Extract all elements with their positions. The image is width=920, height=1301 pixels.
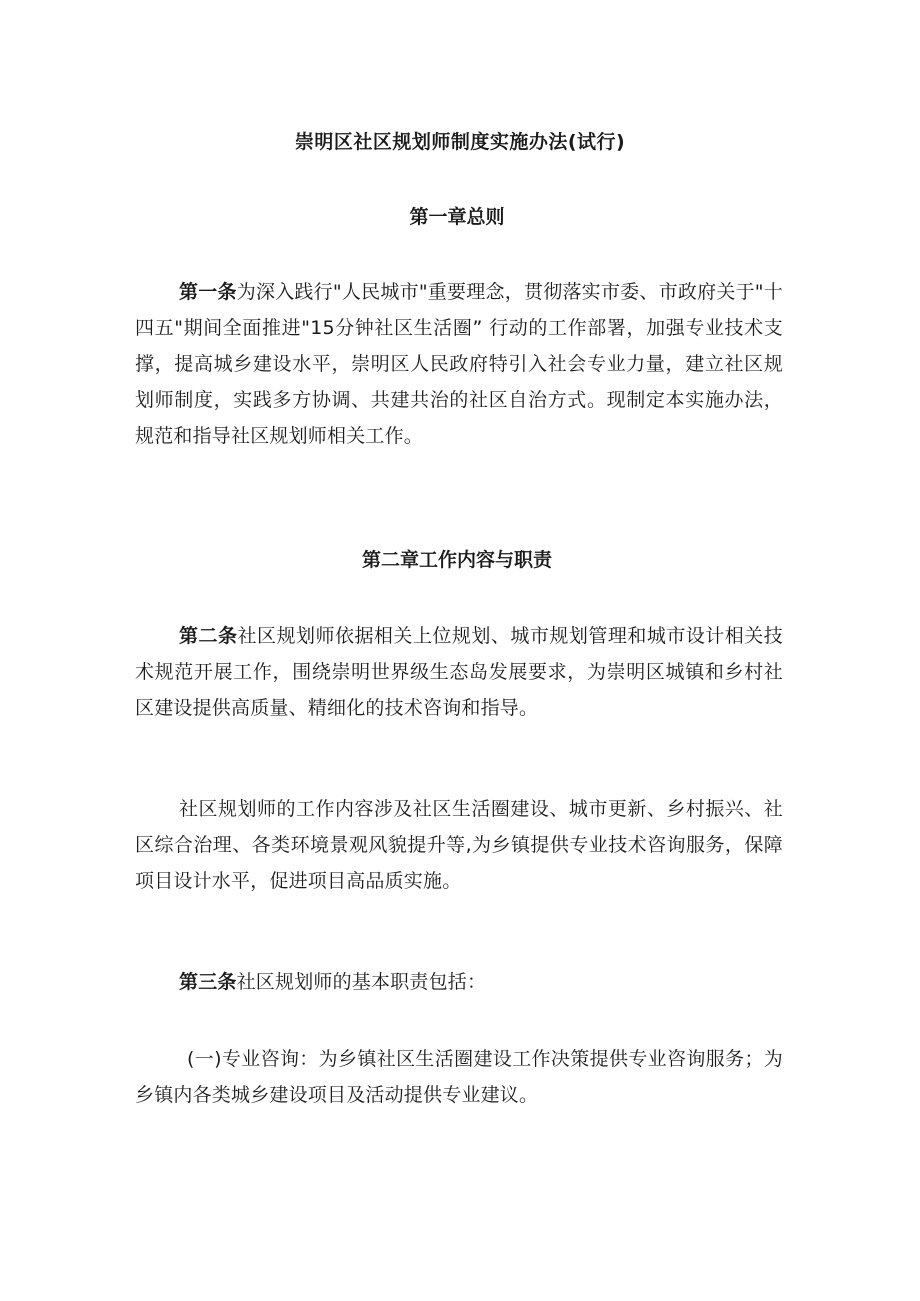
article-2-text: 社区规划师依据相关上位规划、城市规划管理和城市设计相关技术规范开展工作，围绕崇明世界级生态岛发展要求，为崇明区城镇和乡村社区建设提供高质量、精细化的技术咨询和指导。 xyxy=(135,625,783,719)
article-3-label: 第三条 xyxy=(179,971,237,993)
article-1-paragraph xyxy=(135,274,783,454)
article-2-label: 第二条 xyxy=(179,625,238,647)
item-1-paragraph: (一)专业咨询：为乡镇社区生活圈建设工作决策提供专业咨询服务；为乡镇内各类城乡建设项目及活动提供专业建议。 xyxy=(135,1048,783,1106)
article-1-text: 为深入践行"人民城市"重要理念，贯彻落实市委、市政府关于"十四五"期间全面推进"15分钟社区生活圈” 行动的工作部署，加强专业技术支撑，提高城乡建设水平，崇明区人民政府特引入社会专业力量，建立社区规划师制度，实践多方协调、共建共治的社区自治方式。现制定本实施办法，规范和指导社区规划师相关工作。 xyxy=(135,281,783,447)
article-1-label: 第一条 xyxy=(179,281,237,303)
article-2-paragraph-2: 社区规划师的工作内容涉及社区生活圈建设、城市更新、乡村振兴、社区综合治理、各类环境景观风貌提升等,为乡镇提供专业技术咨询服务，保障项目设计水平，促进项目高品质实施。 xyxy=(135,798,783,892)
article-3-text: 社区规划师的基本职责包括： xyxy=(236,971,487,993)
chapter-1-heading: 第一章总则 xyxy=(409,206,505,228)
article-3-paragraph xyxy=(135,964,783,1000)
article-2-paragraph xyxy=(135,618,783,726)
document-title: 崇明区社区规划师制度实施办法(试行) xyxy=(294,131,626,153)
chapter-2-heading: 第二章工作内容与职责 xyxy=(361,549,552,571)
